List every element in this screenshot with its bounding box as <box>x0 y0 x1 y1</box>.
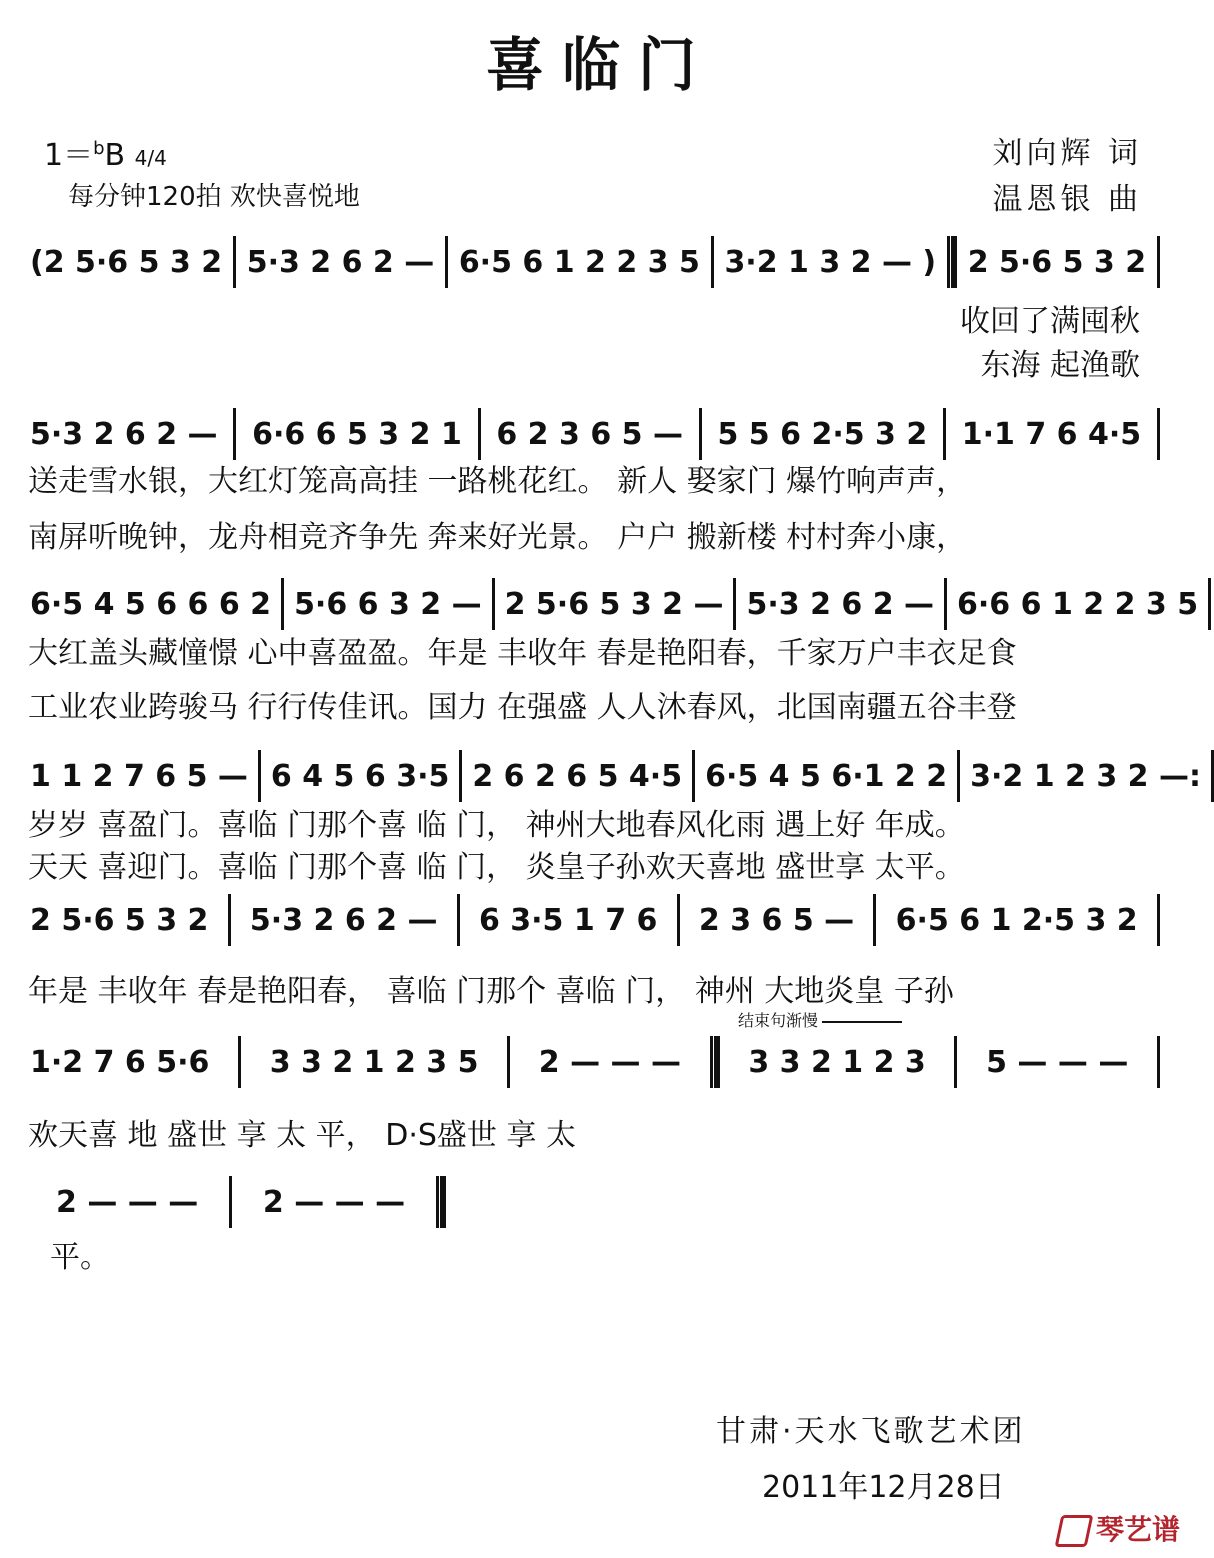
lyric-line: 收回了满囤秋 <box>960 304 1140 339</box>
measure: 3 3 2 1 2 3 <box>748 1044 926 1080</box>
measure: 6·5 4 5 6·1 2 2 <box>705 758 948 794</box>
double-barline <box>947 236 957 288</box>
tempo-marking: 每分钟120拍 欢快喜悦地 <box>68 182 360 212</box>
barline <box>954 1036 957 1088</box>
barline <box>233 408 236 460</box>
barline <box>692 750 695 802</box>
lyric-line: 平。 <box>50 1240 110 1275</box>
score-row <box>30 574 1199 634</box>
barline <box>1157 236 1160 288</box>
score-row <box>56 1172 456 1232</box>
lyric-line: 送走雪水银，大红灯笼高高挂 一路桃花红。 新人 娶家门 爆竹响声声， <box>28 464 967 499</box>
score-row <box>30 1032 1170 1092</box>
logo-icon <box>1055 1515 1094 1547</box>
barline <box>281 578 284 630</box>
measure: 6 2 3 6 5 — <box>496 416 683 452</box>
composer: 温恩银 曲 <box>992 182 1142 217</box>
measure: 5·3 2 6 2 — <box>746 586 935 622</box>
measure: 5 — — — <box>986 1044 1129 1080</box>
lyricist: 刘向辉 词 <box>992 136 1142 171</box>
measure: 6·5 4 5 6 6 6 2 <box>30 586 272 622</box>
page-title: 喜临门 <box>485 31 714 99</box>
barline <box>228 894 231 946</box>
barline <box>733 578 736 630</box>
measure: 5·6 6 3 2 — <box>294 586 482 622</box>
lyric-line: 东海 起渔歌 <box>980 348 1140 383</box>
measure: 2 5·6 5 3 2 — <box>504 586 724 622</box>
measure: 1·1 7 6 4·5 <box>961 416 1142 452</box>
barline <box>873 894 876 946</box>
barline <box>699 408 702 460</box>
measure: 2 — — — <box>56 1184 199 1220</box>
barline <box>229 1176 232 1228</box>
barline <box>258 750 261 802</box>
lyric-line: 岁岁 喜盈门。喜临 门那个喜 临 门， 神州大地春风化雨 遇上好 年成。 <box>28 808 965 843</box>
barline <box>459 750 462 802</box>
measure: 5·3 2 6 2 — <box>246 244 435 280</box>
key-signature <box>44 130 167 174</box>
measure: 2 5·6 5 3 2 <box>30 902 209 938</box>
lyric-line: 南屏听晚钟，龙舟相竞齐争先 奔来好光景。 户户 搬新楼 村村奔小康， <box>28 520 967 555</box>
measure: 3 3 2 1 2 3 5 <box>269 1044 479 1080</box>
measure: 6·6 6 1 2 2 3 5 <box>957 586 1199 622</box>
double-barline <box>710 1036 720 1088</box>
barline <box>238 1036 241 1088</box>
measure: 1·2 7 6 5·6 <box>30 1044 210 1080</box>
score-row <box>30 746 1201 806</box>
final-barline <box>436 1176 446 1228</box>
measure: 5·3 2 6 2 — <box>249 902 438 938</box>
measure: 1 1 2 7 6 5 — <box>30 758 248 794</box>
barline <box>944 578 947 630</box>
score-row <box>30 404 1170 464</box>
lyric-line: 大红盖头藏憧憬 心中喜盈盈。年是 丰收年 春是艳阳春，千家万户丰衣足食 <box>28 636 1017 671</box>
lyric-line: 年是 丰收年 春是艳阳春， 喜临 门那个 喜临 门， 神州 大地炎皇 子孙 <box>28 974 954 1009</box>
key-base: 1＝ <box>44 138 94 173</box>
measure: 2 5·6 5 3 2 <box>967 244 1147 280</box>
barline <box>943 408 946 460</box>
score-row <box>30 232 1170 292</box>
score-row <box>30 890 1170 950</box>
barline <box>492 578 495 630</box>
barline <box>507 1036 510 1088</box>
barline <box>478 408 481 460</box>
key-note: B <box>104 138 126 173</box>
barline <box>1157 1036 1160 1088</box>
key-flat: b <box>93 138 105 159</box>
measure: 2 — — — <box>538 1044 682 1080</box>
measure: 5·3 2 6 2 — <box>30 416 218 452</box>
measure: 6·5 6 1 2 2 3 5 <box>458 244 700 280</box>
measure: 6·5 6 1 2·5 3 2 <box>895 902 1138 938</box>
measure: 6·6 6 5 3 2 1 <box>252 416 462 452</box>
measure: 2 — — — <box>262 1184 406 1220</box>
barline <box>445 236 448 288</box>
ending-note: 结束句渐慢 <box>738 1008 902 1031</box>
measure: 3·2 1 2 3 2 —: <box>970 758 1201 794</box>
barline <box>711 236 714 288</box>
barline <box>1208 578 1211 630</box>
watermark-text: 琴艺谱 <box>1095 1513 1180 1546</box>
lyric-line: 工业农业跨骏马 行行传佳讯。国力 在强盛 人人沐春风，北国南疆五谷丰登 <box>28 690 1017 725</box>
lyric-line: 天天 喜迎门。喜临 门那个喜 临 门， 炎皇子孙欢天喜地 盛世享 太平。 <box>28 850 965 885</box>
measure: (2 5·6 5 3 2 <box>30 244 223 280</box>
watermark-logo <box>1058 1508 1180 1548</box>
measure: 3·2 1 3 2 — ) <box>724 244 937 280</box>
barline <box>233 236 236 288</box>
organization: 甘肃·天水飞歌艺术团 <box>716 1414 1026 1449</box>
measure: 5 5 6 2·5 3 2 <box>717 416 928 452</box>
lyric-line: 欢天喜 地 盛世 享 太 平， D·S盛世 享 太 <box>28 1118 576 1153</box>
date: 2011年12月28日 <box>762 1470 1005 1505</box>
barline <box>1157 408 1160 460</box>
time-signature: 4/4 <box>134 146 167 170</box>
measure: 6 4 5 6 3·5 <box>270 758 450 794</box>
barline <box>957 750 960 802</box>
barline <box>1157 894 1160 946</box>
barline <box>677 894 680 946</box>
measure: 2 6 2 6 5 4·5 <box>472 758 683 794</box>
measure: 2 3 6 5 — <box>698 902 855 938</box>
barline <box>457 894 460 946</box>
measure: 6 3·5 1 7 6 <box>478 902 658 938</box>
